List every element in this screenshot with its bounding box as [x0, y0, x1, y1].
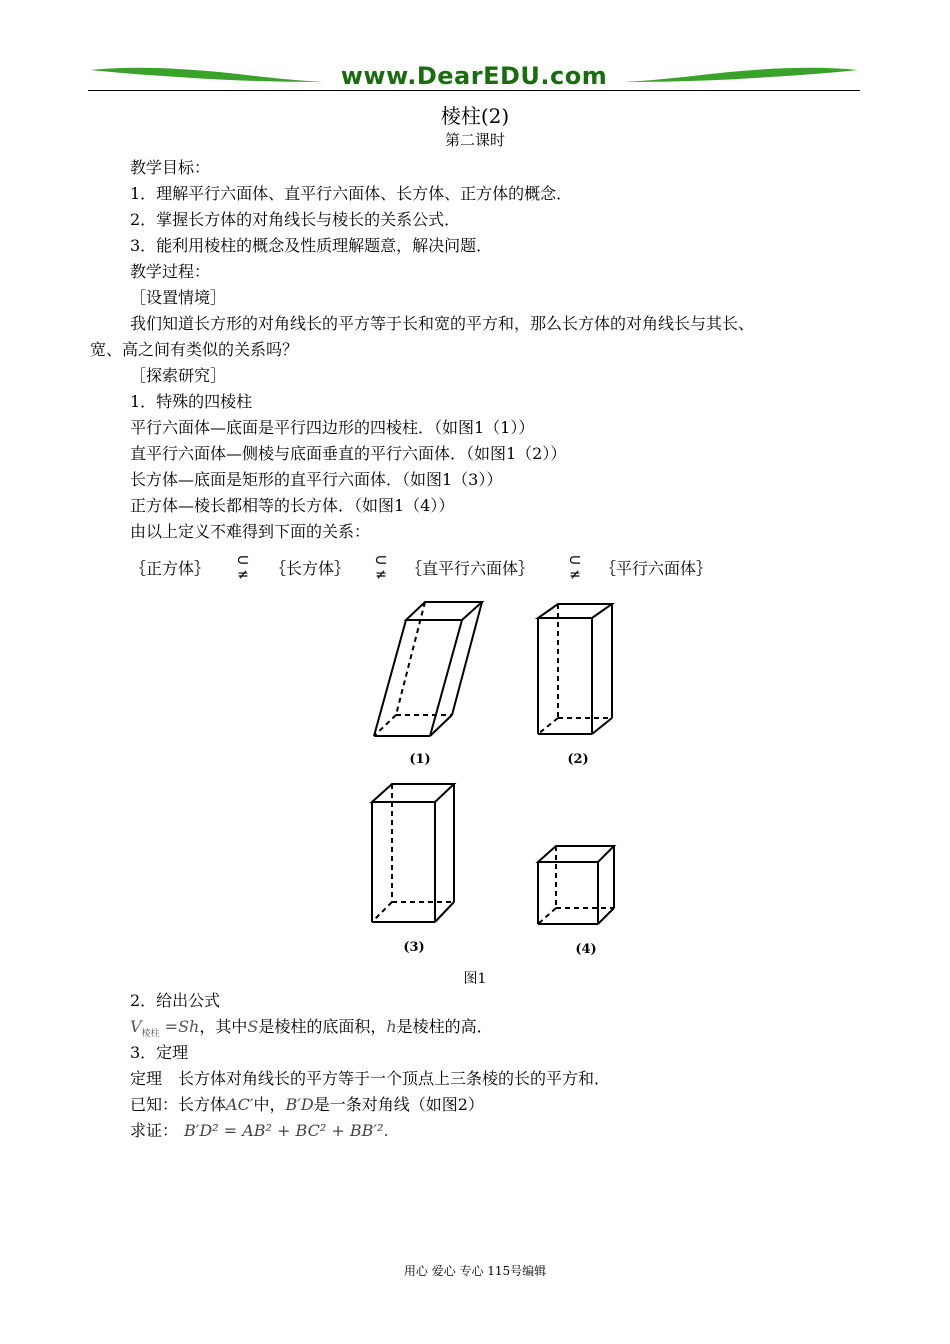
set-right-parallelepiped: ｛直平行六面体｝ — [406, 559, 535, 578]
figure-2-right-parallelepiped — [538, 604, 612, 734]
formula-text-3: 是棱柱的高． — [396, 1017, 493, 1036]
def-cuboid: 长方体—底面是矩形的直平行六面体．（如图1（3）） — [130, 470, 503, 489]
goal-item-1: 1．理解平行六面体、直平行六面体、长方体、正方体的概念． — [130, 184, 573, 203]
def-cube: 正方体—棱长都相等的长方体．（如图1（4）） — [130, 496, 455, 515]
page-subtitle: 第二课时 — [444, 131, 505, 149]
subset-glyph: ⊂ — [568, 550, 582, 569]
relation-intro: 由以上定义不难得到下面的关系： — [130, 522, 371, 541]
page-footer: 用心 爱心 专心 115号编辑 — [403, 1264, 547, 1278]
set-cube: ｛正方体｝ — [130, 559, 211, 578]
given-diagonal: B′D — [285, 1095, 314, 1114]
formula-text-2: 是棱柱的底面积， — [258, 1017, 387, 1036]
formula-heading: 2．给出公式 — [130, 991, 221, 1010]
set-parallelepiped: ｛平行六面体｝ — [600, 559, 713, 578]
given-mid: 中， — [253, 1095, 286, 1114]
area-symbol: S — [247, 1017, 259, 1036]
proper-subset-symbol — [370, 552, 392, 582]
figure-3-cuboid — [372, 784, 454, 922]
figure-label-4: (4) — [575, 942, 597, 957]
not-equal-glyph: ≠ — [375, 567, 387, 583]
theorem-statement: 定理 长方体对角线长的平方等于一个顶点上三条棱的长的平方和． — [130, 1069, 611, 1088]
theorem-heading: 3．定理 — [130, 1043, 189, 1062]
figure-4-cube — [538, 846, 614, 924]
prove-prefix: 求证： — [130, 1121, 179, 1140]
not-equal-glyph: ≠ — [569, 567, 581, 583]
explore-heading: ［探索研究］ — [130, 366, 227, 385]
subset-glyph: ⊂ — [236, 550, 250, 569]
not-equal-glyph: ≠ — [237, 567, 249, 583]
height-symbol: h — [386, 1017, 397, 1036]
header-rule — [88, 90, 860, 91]
theorem-prove — [130, 1118, 399, 1141]
figure-1-parallelepiped — [374, 602, 482, 736]
goals-heading: 教学目标： — [130, 158, 211, 177]
proper-subset-symbol — [564, 552, 586, 582]
theorem-given — [130, 1092, 484, 1115]
situation-text-line1: 我们知道长方形的对角线长的平方等于长和宽的平方和，那么长方体的对角线长与其长、 — [130, 314, 755, 333]
def-right-parallelepiped: 直平行六面体—侧棱与底面垂直的平行六面体．（如图1（2）） — [130, 444, 567, 463]
figure-caption: 图1 — [463, 971, 487, 987]
figure-label-3: (3) — [403, 940, 425, 955]
situation-text-line2: 宽、高之间有类似的关系吗？ — [90, 340, 299, 359]
prove-formula: B′D² = AB² + BC² + BB′²． — [184, 1121, 400, 1140]
set-cuboid: ｛长方体｝ — [270, 559, 351, 578]
goal-item-3: 3．能利用棱柱的概念及性质理解题意，解决问题． — [130, 236, 493, 255]
site-logo-text: www.DearEDU.com — [340, 62, 608, 90]
proper-subset-symbol — [232, 552, 254, 582]
given-suffix: 是一条对角线（如图2） — [313, 1095, 484, 1114]
given-solid: AC′ — [226, 1095, 254, 1114]
volume-symbol: V — [130, 1017, 142, 1036]
formula-text-1: ，其中 — [199, 1017, 248, 1036]
given-prefix: 已知：长方体 — [130, 1095, 227, 1114]
situation-heading: ［设置情境］ — [130, 288, 227, 307]
volume-subscript: 棱柱 — [141, 1029, 160, 1040]
prism-volume-formula — [130, 1014, 493, 1039]
figure-prisms — [330, 590, 660, 970]
subset-glyph: ⊂ — [374, 550, 388, 569]
volume-equation: =Sh — [159, 1017, 200, 1036]
page-title: 棱柱(2) — [440, 104, 510, 128]
process-heading: 教学过程： — [130, 262, 211, 281]
explore-sub1: 1．特殊的四棱柱 — [130, 392, 253, 411]
figure-label-1: (1) — [409, 752, 431, 767]
page-header — [88, 60, 860, 96]
figure-label-2: (2) — [567, 752, 589, 767]
goal-item-2: 2．掌握长方体的对角线长与棱长的关系公式． — [130, 210, 461, 229]
def-parallelepiped: 平行六面体—底面是平行四边形的四棱柱．（如图1（1）） — [130, 418, 535, 437]
